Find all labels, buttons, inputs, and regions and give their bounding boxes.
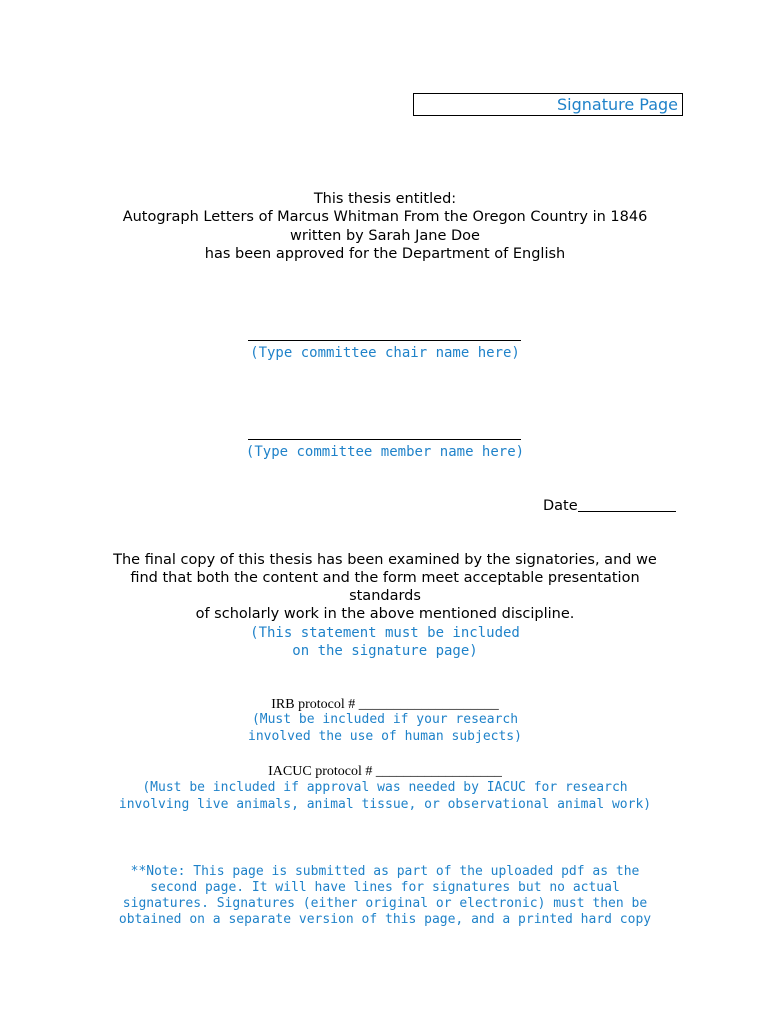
iacuc-note-1: (Must be included if approval was needed by IACUC for research — [142, 780, 628, 795]
signature-page-title-box — [413, 93, 683, 116]
date-blank-line[interactable] — [578, 497, 676, 512]
statement-line-3: standards — [349, 588, 421, 604]
footnote-line-1: **Note: This page is submitted as part of the uploaded pdf as the — [130, 864, 640, 879]
statement-line-1: The final copy of this thesis has been examined by the signatories, and we — [113, 552, 657, 568]
footnote-line-2: second page. It will have lines for signatures but no actual — [150, 880, 620, 895]
chair-signature-line — [248, 340, 521, 341]
iacuc-protocol-label: IACUC protocol # — [268, 764, 373, 779]
statement-line-4: of scholarly work in the above mentioned discipline. — [195, 606, 575, 622]
member-signature-line — [248, 439, 521, 440]
author-line: written by Sarah Jane Doe — [290, 228, 480, 244]
irb-note-1: (Must be included if your research — [251, 712, 519, 727]
department-line: has been approved for the Department of English — [204, 246, 566, 262]
iacuc-note-2: involving live animals, animal tissue, or observational animal work) — [118, 797, 652, 812]
statement-line-2: find that both the content and the form meet acceptable presentation — [130, 570, 640, 586]
irb-protocol-blank[interactable]: ____________________ — [358, 697, 499, 712]
statement-note-1: (This statement must be included — [250, 625, 520, 641]
iacuc-protocol-line — [0, 764, 770, 780]
chair-name-placeholder[interactable]: (Type committee chair name here) — [250, 345, 520, 361]
iacuc-protocol-blank[interactable]: __________________ — [375, 764, 502, 779]
thesis-title: Autograph Letters of Marcus Whitman From the Oregon Country in 1846 — [122, 209, 648, 225]
date-field — [543, 497, 683, 515]
footnote-line-3: signatures. Signatures (either original or electronic) must then be — [122, 896, 648, 911]
footnote-line-4: obtained on a separate version of this page, and a printed hard copy — [118, 912, 652, 927]
date-label: Date — [543, 498, 578, 514]
statement-note-2: on the signature page) — [292, 643, 478, 659]
member-name-placeholder[interactable]: (Type committee member name here) — [245, 444, 525, 460]
irb-protocol-label: IRB protocol # — [271, 697, 356, 712]
page-title: Signature Page — [556, 95, 678, 114]
irb-protocol-line — [0, 697, 770, 713]
approval-line-1: This thesis entitled: — [313, 191, 457, 207]
irb-note-2: involved the use of human subjects) — [248, 729, 522, 744]
